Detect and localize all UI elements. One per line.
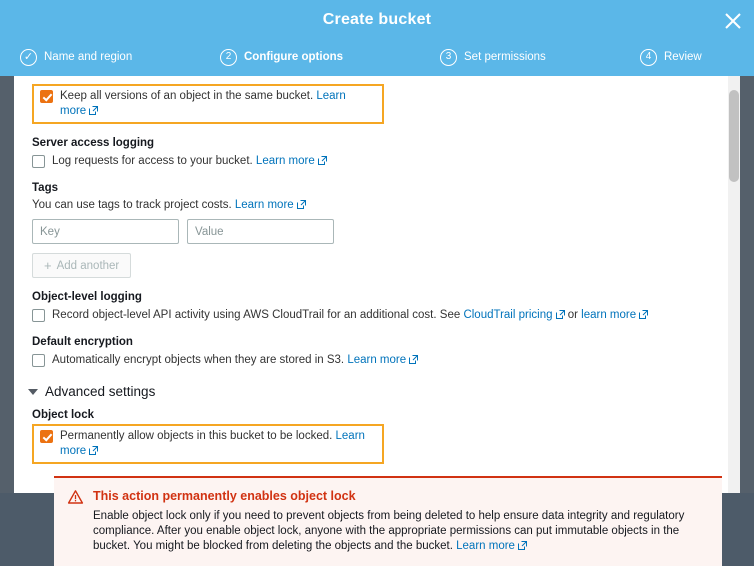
plus-icon: +: [44, 258, 52, 273]
tag-key-input[interactable]: [32, 219, 179, 244]
tags-learn-more-link[interactable]: Learn more: [234, 199, 294, 211]
tag-value-input[interactable]: [187, 219, 334, 244]
versioning-learn-more-link[interactable]: Learn more: [60, 90, 346, 117]
scrollbar-thumb[interactable]: [729, 90, 739, 182]
step-1-number: ✓: [20, 49, 37, 66]
versioning-label-text: Keep all versions of an object in the same bucket.: [60, 90, 314, 102]
close-icon[interactable]: [722, 10, 744, 32]
object-level-logging-text-before: Record object-level API activity using AWS CloudTrail for an additional cost. See: [52, 309, 461, 321]
step-set-permissions[interactable]: [426, 49, 626, 66]
wizard-steps: [0, 44, 754, 76]
external-link-icon: [89, 445, 98, 454]
tags-inputs: [32, 219, 740, 244]
step-configure-options[interactable]: [206, 49, 426, 66]
modal-scrollbar[interactable]: [728, 76, 740, 493]
object-level-logging-label: [52, 308, 648, 323]
step-4-number: 4: [640, 49, 657, 66]
object-level-logging-title: Object-level logging: [32, 291, 142, 303]
object-level-logging-row: [14, 308, 740, 323]
external-link-icon: [556, 309, 565, 318]
page-title: Create bucket: [322, 11, 432, 28]
warning-learn-more-link[interactable]: Learn more: [456, 540, 515, 552]
tags-title: Tags: [32, 182, 58, 194]
default-encryption-learn-more-link[interactable]: Learn more: [347, 354, 407, 366]
versioning-highlight: [32, 84, 384, 124]
cloudtrail-pricing-link[interactable]: CloudTrail pricing: [463, 309, 553, 321]
external-link-icon: [518, 540, 527, 549]
chevron-down-icon: [28, 389, 38, 395]
advanced-settings-label: Advanced settings: [45, 384, 156, 399]
object-lock-row: [40, 429, 372, 459]
external-link-icon: [318, 155, 327, 164]
object-lock-highlight: [32, 424, 384, 464]
versioning-row: [40, 89, 372, 119]
object-lock-warning: [54, 476, 722, 566]
default-encryption-label-text: Automatically encrypt objects when they are stored in S3.: [52, 354, 345, 366]
object-lock-learn-more-link[interactable]: Learn more: [60, 430, 365, 457]
add-another-tag-label: Add another: [56, 259, 120, 272]
warning-title: This action permanently enables object lock: [93, 489, 356, 503]
step-3-label: Set permissions: [464, 51, 546, 63]
step-review[interactable]: [626, 49, 748, 66]
step-name-and-region[interactable]: [6, 49, 206, 66]
external-link-icon: [89, 105, 98, 114]
modal-body: [14, 76, 740, 552]
step-2-label: Configure options: [244, 51, 344, 63]
server-access-logging-learn-more-link[interactable]: Learn more: [255, 155, 315, 167]
server-access-logging-label-text: Log requests for access to your bucket.: [52, 155, 253, 167]
external-link-icon: [639, 309, 648, 318]
step-4-label: Review: [664, 51, 702, 63]
tags-description: [32, 199, 740, 211]
object-lock-title: Object lock: [32, 409, 94, 421]
external-link-icon: [297, 200, 306, 209]
default-encryption-checkbox[interactable]: [32, 354, 45, 367]
warning-triangle-icon: [68, 490, 83, 554]
object-lock-checkbox[interactable]: [40, 430, 53, 443]
warning-body: [93, 509, 708, 554]
warning-body-text: Enable object lock only if you need to prevent objects from being deleted to help ensure data integrity and regulatory compliance. After you enable object lock, anyone with the appropriate permissions can put immutable objects in the bucket. You might be blocked from deleting the objects and the bucket.: [93, 510, 685, 552]
step-1-label: Name and region: [44, 51, 133, 63]
options-form: [14, 76, 740, 566]
step-3-number: 3: [440, 49, 457, 66]
add-another-tag-button[interactable]: [32, 253, 131, 278]
default-encryption-label: [52, 353, 418, 368]
object-lock-label: [60, 429, 372, 459]
object-lock-label-text: Permanently allow objects in this bucket to be locked.: [60, 430, 333, 442]
server-access-logging-row: [14, 154, 740, 169]
default-encryption-title: Default encryption: [32, 336, 133, 348]
versioning-checkbox[interactable]: [40, 90, 53, 103]
default-encryption-row: [14, 353, 740, 368]
object-level-logging-text-middle: or: [567, 309, 578, 321]
versioning-label: [60, 89, 372, 119]
object-level-logging-learn-more-link[interactable]: learn more: [581, 309, 637, 321]
server-access-logging-checkbox[interactable]: [32, 155, 45, 168]
modal-header: [0, 0, 754, 44]
server-access-logging-title: Server access logging: [32, 137, 155, 149]
object-level-logging-checkbox[interactable]: [32, 309, 45, 322]
server-access-logging-label: [52, 154, 327, 169]
step-2-number: 2: [220, 49, 237, 66]
external-link-icon: [409, 354, 418, 363]
tags-description-text: You can use tags to track project costs.: [32, 199, 232, 211]
advanced-settings-toggle[interactable]: [28, 384, 740, 399]
